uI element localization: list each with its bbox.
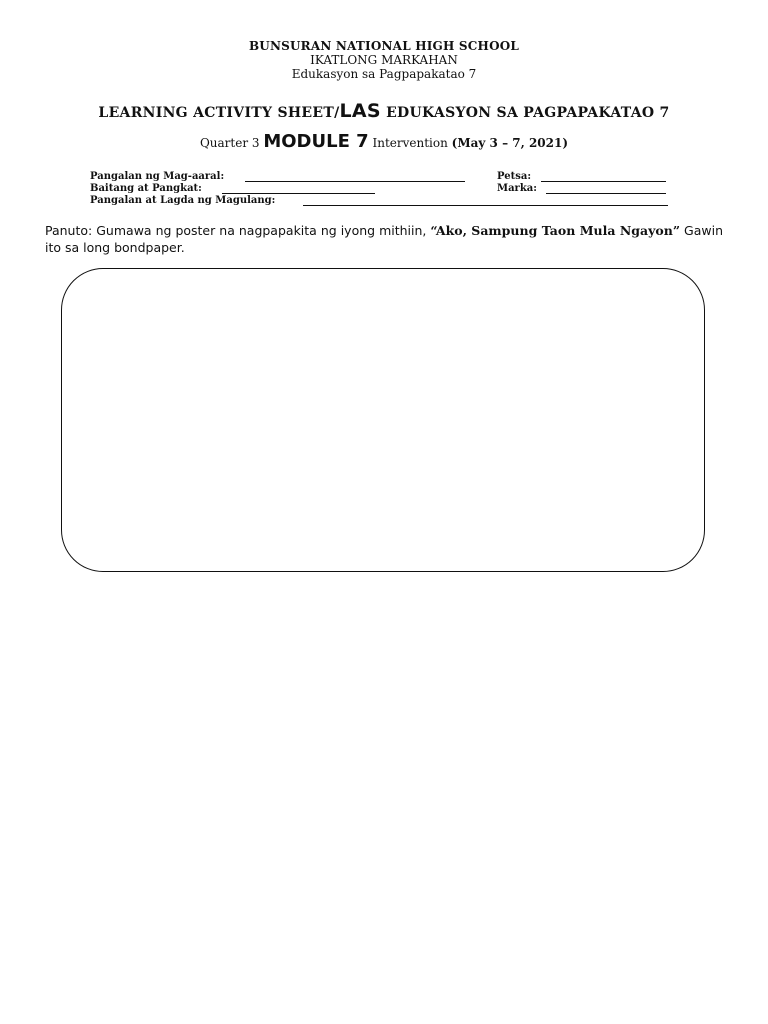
title-suffix: EDUKASYON SA PAGPAPAKATAO 7 (380, 105, 670, 121)
module-label: MODULE 7 (263, 131, 369, 152)
module-subtitle (0, 131, 768, 152)
student-name-label: Pangalan ng Mag-aaral: (90, 171, 225, 182)
student-name-line[interactable] (245, 171, 465, 182)
grade-section-line[interactable] (222, 183, 375, 194)
parent-name-line[interactable] (303, 195, 668, 206)
date-range: (May 3 – 7, 2021) (451, 136, 569, 150)
school-name: BUNSURAN NATIONAL HIGH SCHOOL (248, 39, 520, 53)
score-line[interactable] (546, 183, 666, 194)
date-label: Petsa: (497, 171, 532, 182)
instructions-lead: Panuto: Gumawa ng poster na nagpapakita ng iyong mithiin, (45, 223, 431, 238)
sheet-title (0, 100, 768, 122)
subject-name: Edukasyon sa Pagpapakatao 7 (291, 67, 477, 81)
intervention-label: Intervention (368, 136, 452, 150)
instructions (45, 222, 723, 256)
instructions-quote: “Ako, Sampung Taon Mula Ngayon” (430, 223, 681, 238)
date-line[interactable] (541, 171, 666, 182)
quarter-label: Quarter 3 (199, 136, 264, 150)
title-las: LAS (339, 100, 381, 122)
score-label: Marka: (497, 183, 537, 194)
poster-drawing-area[interactable] (61, 268, 705, 572)
title-prefix: LEARNING ACTIVITY SHEET/ (98, 105, 340, 121)
instructions-tail: Gawin ito sa long bondpaper. (45, 223, 723, 255)
parent-name-label: Pangalan at Lagda ng Magulang: (90, 195, 276, 206)
quarter-name: IKATLONG MARKAHAN (310, 53, 458, 67)
grade-section-label: Baitang at Pangkat: (90, 183, 202, 194)
document-header (0, 39, 768, 81)
